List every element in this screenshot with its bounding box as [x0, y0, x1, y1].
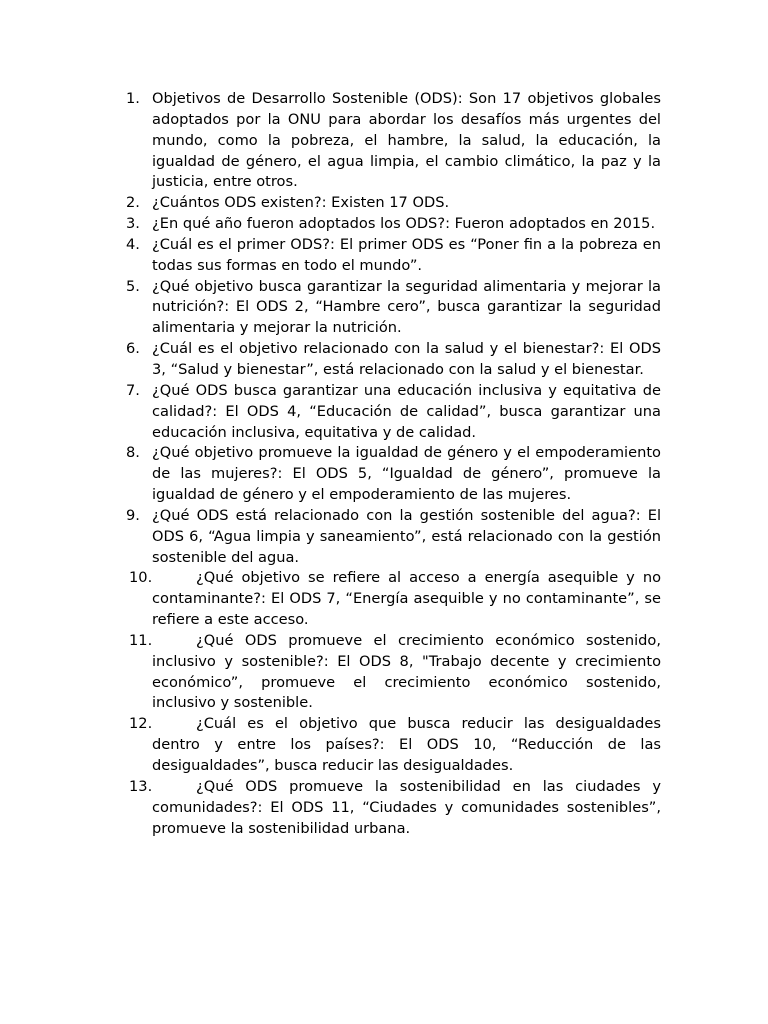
list-item — [0, 506, 768, 569]
list-item — [0, 214, 768, 235]
list-item-number: 13. — [129, 777, 153, 795]
list-item-number: 2. — [126, 194, 140, 212]
list-item-text: ¿Cuál es el objetivo que busca reducir las desigualdades dentro y entre los países?: El ODS 10, “Reducción de las desigualdades”, busca reducir las desigualdades. — [152, 715, 661, 774]
list-item — [0, 568, 768, 631]
list-item-number: 11. — [129, 631, 153, 649]
list-item — [0, 277, 768, 340]
list-item-text: ¿Cuál es el objetivo relacionado con la salud y el bienestar?: El ODS 3, “Salud y bienestar”, está relacionado con la salud y el bienestar. — [152, 340, 661, 378]
list-item-text: ¿En qué año fueron adoptados los ODS?: Fueron adoptados en 2015. — [152, 215, 656, 233]
list-item — [0, 381, 768, 444]
list-item — [0, 443, 768, 506]
list-item-text: ¿Qué ODS está relacionado con la gestión sostenible del agua?: El ODS 6, “Agua limpia y saneamiento”, está relacionado con la gestión sostenible del agua. — [152, 506, 661, 566]
list-item-number: 5. — [126, 277, 140, 295]
list-item-text: ¿Qué ODS promueve el crecimiento económico sostenido, inclusivo y sostenible?: El ODS 8, "Trabajo decente y crecimiento económico”, promueve el crecimiento económico sostenido, inclusivo y sostenible. — [152, 631, 661, 712]
list-item-number: 7. — [126, 381, 140, 399]
list-item-text: ¿Cuántos ODS existen?: Existen 17 ODS. — [152, 194, 450, 212]
list-item-text: ¿Cuál es el primer ODS?: El primer ODS es “Poner fin a la pobreza en todas sus formas en todo el mundo”. — [152, 235, 661, 274]
list-item-number: 4. — [126, 235, 140, 253]
list-item — [0, 714, 768, 777]
list-item — [0, 339, 768, 381]
list-item — [0, 777, 768, 840]
list-item-number: 9. — [126, 506, 140, 524]
list-item-text: ¿Qué objetivo promueve la igualdad de género y el empoderamiento de las mujeres?: El ODS 5, “Igualdad de género”, promueve la igualdad de género y el empoderamiento de las mujeres. — [152, 444, 661, 504]
list-item-number: 10. — [129, 569, 153, 587]
list-item — [0, 89, 768, 193]
numbered-list — [0, 89, 768, 839]
list-item — [0, 193, 768, 214]
list-item-number: 1. — [126, 90, 140, 107]
list-item-text: ¿Qué ODS busca garantizar una educación inclusiva y equitativa de calidad?: El ODS 4, “Educación de calidad”, busca garantizar una educación inclusiva, equitativa y de calidad. — [152, 381, 661, 441]
list-item-number: 8. — [126, 444, 140, 462]
list-item — [0, 235, 768, 277]
list-item-text: ¿Qué objetivo se refiere al acceso a energía asequible y no contaminante?: El ODS 7, “Energía asequible y no contaminante”, se refiere a este acceso. — [152, 569, 661, 629]
list-item-number: 3. — [126, 215, 140, 233]
list-item-text: ¿Qué objetivo busca garantizar la seguridad alimentaria y mejorar la nutrición?: El ODS 2, “Hambre cero”, busca garantizar la seguridad alimentaria y mejorar la nutrición. — [152, 277, 661, 337]
list-item-number: 12. — [129, 715, 153, 733]
list-item-text: Objetivos de Desarrollo Sostenible (ODS): Son 17 objetivos globales adoptados por la ONU para abordar los desafíos más urgentes del mundo, como la pobreza, el hambre, la salud, la educación, la igualdad de género, el agua limpia, el cambio climático, la paz y la justicia, entre otros. — [152, 90, 661, 191]
list-item-text: ¿Qué ODS promueve la sostenibilidad en las ciudades y comunidades?: El ODS 11, “Ciudades y comunidades sostenibles”, promueve la sostenibilidad urbana. — [152, 777, 661, 837]
list-item-number: 6. — [126, 340, 140, 358]
list-item — [0, 631, 768, 714]
